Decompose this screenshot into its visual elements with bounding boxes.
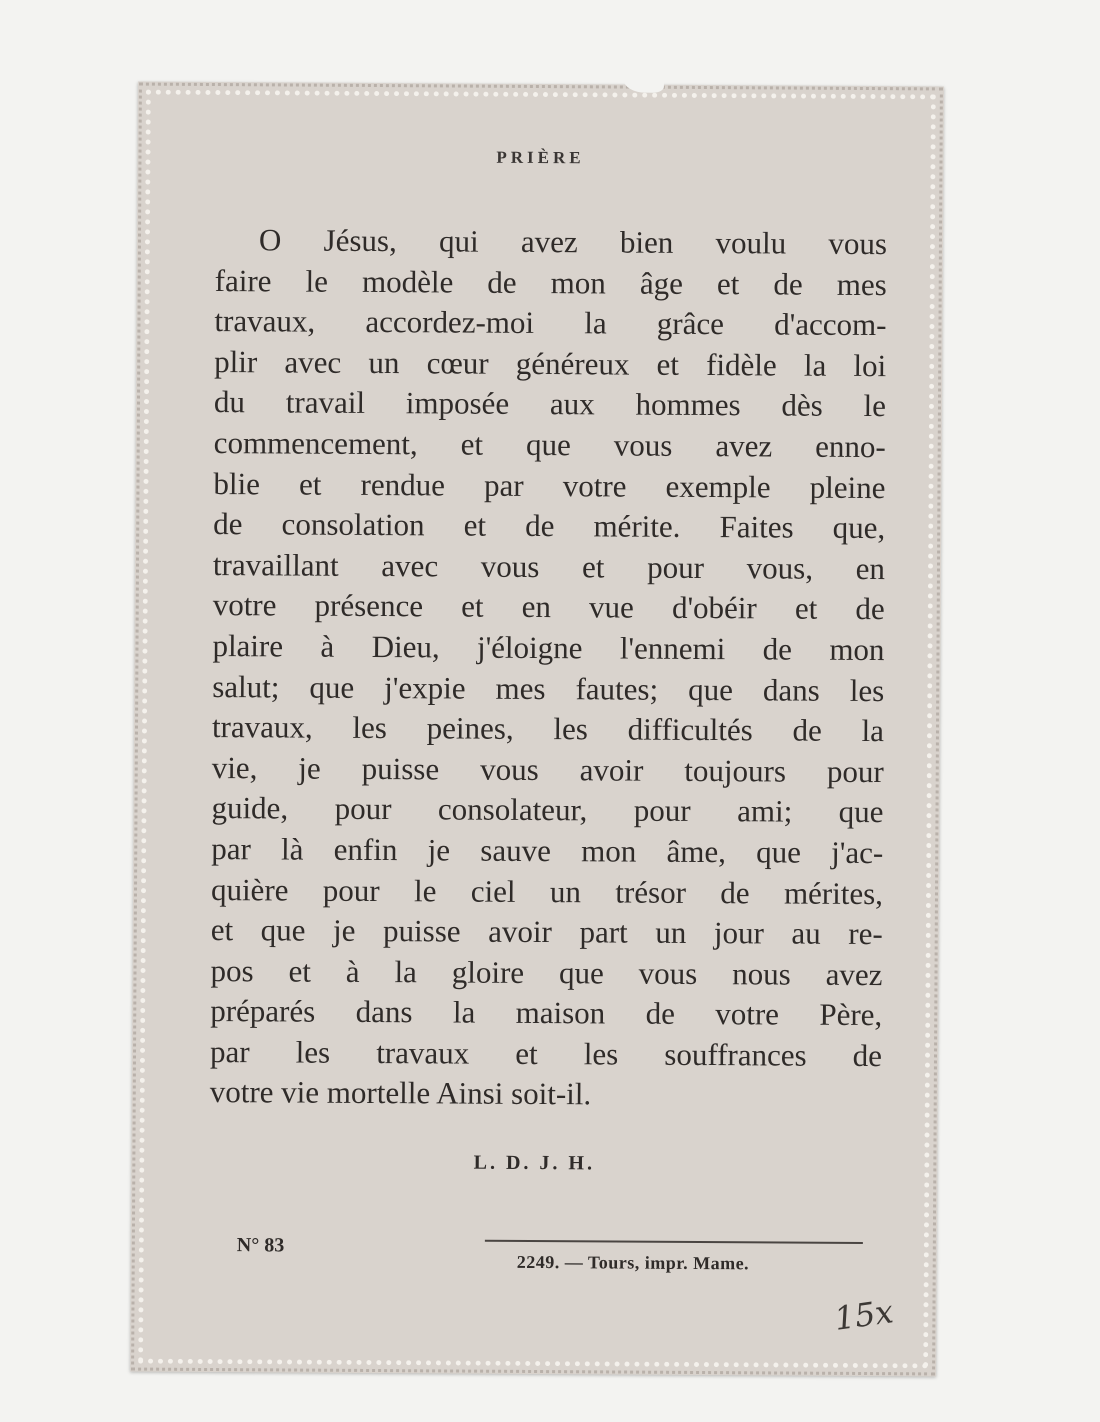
torn-edge: [624, 71, 664, 93]
printer-imprint: 2249. — Tours, impr. Mame.: [516, 1251, 750, 1274]
prayer-line: vie, je puisse vous avoir toujours pour: [211, 749, 884, 789]
prayer-line: commencement, et que vous avez enno-: [213, 424, 886, 465]
prayer-line: plaire à Dieu, j'éloigne l'ennemi de mon: [212, 627, 885, 668]
prayer-line: et que je puisse avoir part un jour au re-: [210, 912, 883, 952]
prayer-line: travaux, les peines, les difficultés de la: [211, 709, 885, 749]
prayer-text: [210, 220, 887, 1117]
signature-initials: L. D. J. H.: [473, 1151, 596, 1175]
prayer-line: votre présence et en vue d'obéir et de: [212, 587, 885, 627]
prayer-line: par les travaux et les souffrances de: [209, 1033, 883, 1073]
prayer-line: quière pour le ciel un trésor de mérites,: [210, 871, 884, 911]
prayer-line: pos et à la gloire que vous nous avez: [210, 952, 883, 992]
prayer-line: travaux, accordez-moi la grâce d'accom-: [214, 303, 887, 343]
prayer-title: PRIÈRE: [496, 147, 585, 168]
handwritten-note: 15x: [832, 1292, 896, 1338]
prayer-line: de consolation et de mérite. Faites que,: [213, 506, 886, 546]
prayer-line: préparés dans la maison de votre Père,: [210, 993, 883, 1033]
prayer-line: O Jésus, qui avez bien voulu vous: [258, 222, 888, 262]
prayer-line: du travail imposée aux hommes dès le: [213, 384, 887, 424]
card-number: N° 83: [236, 1234, 285, 1257]
prayer-line: plir avec un cœur généreux et fidèle la loi: [214, 343, 887, 383]
prayer-line: blie et rendue par votre exemple pleine: [213, 465, 886, 505]
prayer-line: votre vie mortelle Ainsi soit-il.: [209, 1074, 592, 1112]
divider-rule: [485, 1240, 863, 1244]
prayer-line: guide, pour consolateur, pour ami; que: [211, 790, 884, 830]
prayer-line: par là enfin je sauve mon âme, que j'ac-: [211, 830, 884, 871]
prayer-line: faire le modèle de mon âge et de mes: [214, 262, 887, 302]
prayer-line: salut; que j'expie mes fautes; que dans les: [212, 668, 885, 708]
prayer-line: travaillant avec vous et pour vous, en: [212, 546, 886, 586]
prayer-card: [130, 82, 944, 1377]
